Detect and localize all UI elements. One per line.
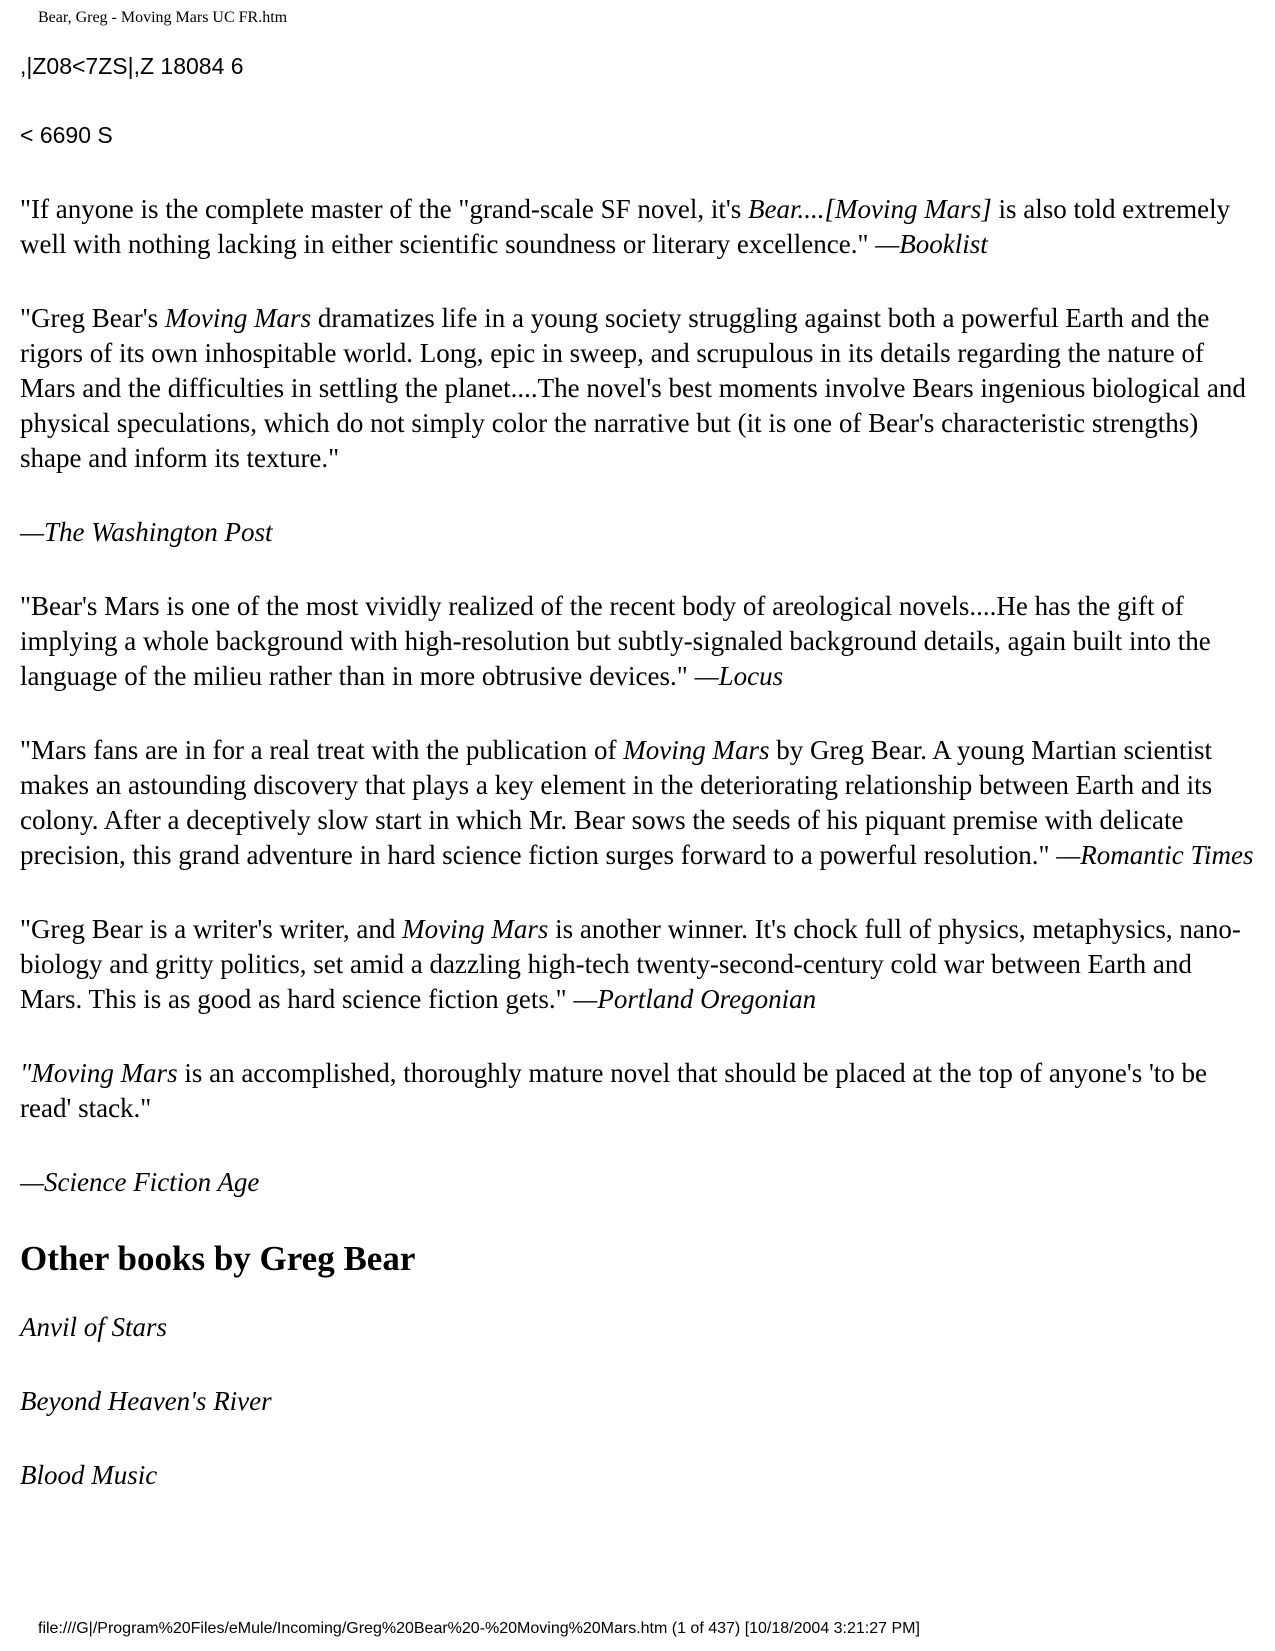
quote-source: —Booklist [875, 229, 988, 259]
code-line-2: < 6690 S [20, 122, 113, 148]
quote-italic-title: Bear....[Moving Mars] [747, 194, 992, 224]
quote-source: —Science Fiction Age [20, 1167, 260, 1197]
code-line-1: ,|Z08<7ZS|,Z 18084 6 [20, 53, 244, 79]
document-body [20, 52, 1260, 1532]
quote-italic-title: Moving Mars [164, 303, 312, 333]
quote-text: is an accomplished, thoroughly mature novel that should be placed at the top of anyone's 'to be read' stack." [20, 1058, 1208, 1123]
book-title: Anvil of Stars [20, 1312, 167, 1342]
quote-text: "If anyone is the complete master of the "grand-scale SF novel, it's [20, 194, 748, 224]
quote-text: by Greg Bear. A young Martian scientist makes an astounding discovery that plays a key element in the deteriorating relationship between Earth and its colony. After a deceptively slow start in which Mr. Bear sows the seeds of his piquant premise with delicate precision, this grand adventure in hard science fiction surges forward to a powerful resolution." [20, 735, 1213, 870]
book-title: Blood Music [20, 1460, 158, 1490]
quote-text: is another winner. It's chock full of physics, metaphysics, nano-biology and gritty politics, set amid a dazzling high-tech twenty-second-century cold war between Earth and Mars. This is as good as hard science fiction gets." [20, 914, 1241, 1014]
page-header-title: Bear, Greg - Moving Mars UC FR.htm [38, 9, 288, 26]
quote-italic-title: "Moving Mars [20, 1058, 178, 1088]
quote-italic-title: Moving Mars [402, 914, 549, 944]
quote-locus [20, 589, 1260, 694]
quote-text: dramatizes life in a young society struggling against both a powerful Earth and the rigors of its own inhospitable world. Long, epic in sweep, and scrupulous in its details regarding the nature of Mars and the difficulties in settling the planet....The novel's best moments involve Bears ingenious biological and physical speculations, which do not simply color the narrative but (it is one of Bear's characteristic strengths) shape and inform its texture." [20, 303, 1246, 473]
quote-source: —Locus [694, 661, 784, 691]
book-title: Beyond Heaven's River [20, 1386, 272, 1416]
quote-portland-oregonian [20, 912, 1260, 1017]
quote-romantic-times [20, 733, 1260, 873]
quote-text: "Bear's Mars is one of the most vividly realized of the recent body of areological novels....He has the gift of implying a whole background with high-resolution but subtly-signaled background details, again built into the language of the milieu rather than in more obtrusive devices." [20, 591, 1211, 691]
other-books-heading: Other books by Greg Bear [20, 1239, 416, 1278]
page-footer-path: file:///G|/Program%20Files/eMule/Incoming/Greg%20Bear%20-%20Moving%20Mars.htm (1 of 437) [10/18/2004 3:21:27 PM] [38, 1620, 920, 1637]
quote-text: "Greg Bear is a writer's writer, and [20, 914, 403, 944]
quote-booklist [20, 192, 1260, 262]
quote-italic-title: Moving Mars [623, 735, 770, 765]
quote-text: "Greg Bear's [20, 303, 165, 333]
quote-text: "Mars fans are in for a real treat with the publication of [20, 735, 624, 765]
quote-source: —Portland Oregonian [573, 984, 817, 1014]
quote-source: —Romantic Times [1056, 840, 1254, 870]
quote-washington-post [20, 301, 1260, 476]
quote-text: is also told extremely well with nothing lacking in either scientific soundness or literary excellence." [20, 194, 1231, 259]
quote-source: —The Washington Post [20, 517, 273, 547]
quote-sf-age [20, 1056, 1260, 1126]
